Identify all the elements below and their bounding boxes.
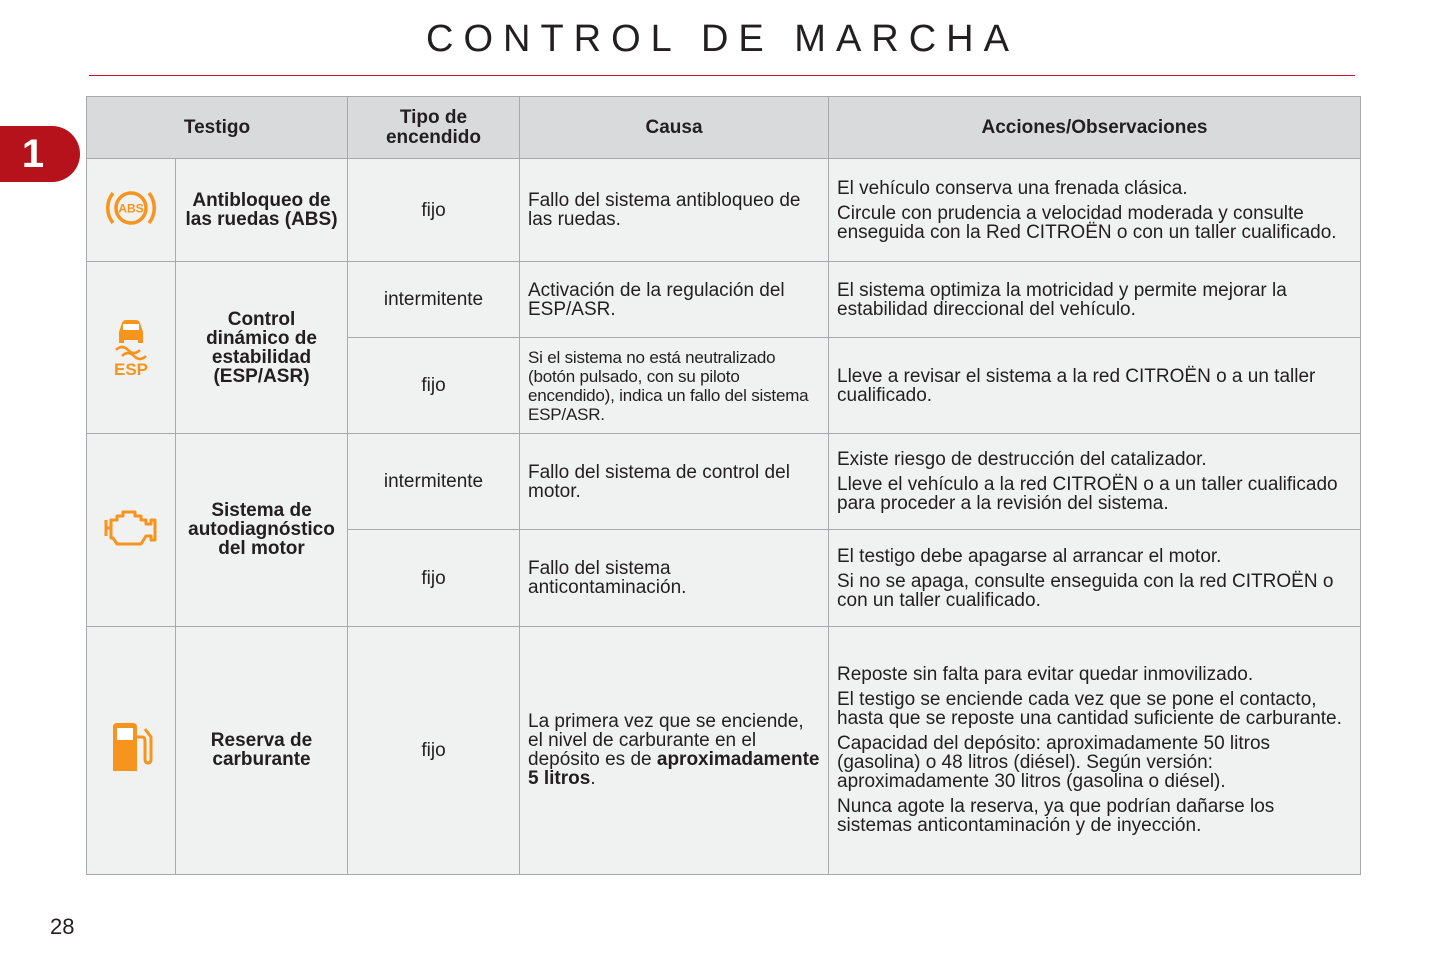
esp-action-1: El sistema optimiza la motricidad y permite mejorar la estabilidad direccional del vehículo. [829,262,1361,338]
fuel-type: fijo [348,626,520,874]
engine-icon-cell [87,434,176,626]
esp-type-2: fijo [348,338,520,434]
esp-icon-cell [87,262,176,434]
page-title: CONTROL DE MARCHA [426,18,1019,60]
fuel-action-4: Nunca agote la reserva, ya que podrían dañarse los sistemas anticontaminación y de inyección. [837,796,1275,837]
engine-actions-2 [829,530,1361,626]
table-header-row [87,97,1361,159]
engine-type-2: fijo [348,530,520,626]
chapter-number: 1 [21,132,45,176]
abs-action-2: Circule con prudencia a velocidad moderada y consulte enseguida con la Red CITROËN o con un taller cualificado. [837,202,1337,243]
engine-action-2b: Si no se apaga, consulte enseguida con la red CITROËN o con un taller cualificado. [837,570,1334,611]
fuel-icon-cell [87,626,176,874]
engine-action-1b: Lleve el vehículo a la red CITROËN o a un taller cualificado para proceder a la revisión del sistema. [837,474,1338,515]
engine-type-1: intermitente [348,434,520,530]
title-divider [89,75,1355,76]
warning-lights-table [86,96,1361,875]
abs-icon-cell [87,159,176,262]
fuel-action-3: Capacidad del depósito: aproximadamente 50 litros (gasolina) o 48 litros (diésel). Según versión: aproximadamente 30 litros (gasolina o diésel). [837,733,1271,793]
esp-cause-2: Si el sistema no está neutralizado (botón pulsado, con su piloto encendido), indica un fallo del sistema ESP/ASR. [520,338,829,434]
esp-type-1: intermitente [348,262,520,338]
header-testigo: Testigo [87,97,348,159]
abs-name: Antibloqueo de las ruedas (ABS) [176,159,348,262]
esp-cause-1: Activación de la regulación del ESP/ASR. [520,262,829,338]
fuel-action-2: El testigo se enciende cada vez que se pone el contacto, hasta que se reposte una cantidad suficiente de carburante. [837,689,1342,730]
abs-actions [829,159,1361,262]
fuel-action-1: Reposte sin falta para evitar quedar inmovilizado. [837,664,1254,686]
fuel-cause-bold: aproximadamente 5 litros [528,749,820,790]
header-causa: Causa [520,97,829,159]
engine-cause-1: Fallo del sistema de control del motor. [520,434,829,530]
abs-type: fijo [348,159,520,262]
esp-warning-icon [108,314,154,378]
engine-warning-icon [101,506,161,550]
table-row [87,262,1361,338]
engine-cause-2: Fallo del sistema anticontaminación. [520,530,829,626]
engine-name: Sistema de autodiagnóstico del motor [176,434,348,626]
fuel-cause-text: La primera vez que se enciende, el nivel de carburante en el depósito es de [528,711,804,771]
fuel-name: Reserva de carburante [176,626,348,874]
header-acciones: Acciones/Observaciones [829,97,1361,159]
engine-actions-1 [829,434,1361,530]
fuel-cause [520,626,829,874]
chapter-tab [0,126,80,182]
abs-warning-icon [101,185,161,231]
table-row [87,626,1361,874]
page-number: 28 [50,914,75,939]
abs-action-1: El vehículo conserva una frenada clásica. [837,177,1188,199]
fuel-cause-end: . [590,768,596,790]
abs-icon-label: ABS [118,201,144,216]
header-tipo: Tipo de encendido [348,97,520,159]
abs-cause: Fallo del sistema antibloqueo de las ruedas. [520,159,829,262]
table-row [87,159,1361,262]
fuel-warning-icon [108,721,154,775]
fuel-actions [829,626,1361,874]
table-row [87,434,1361,530]
engine-action-1a: Existe riesgo de destrucción del catalizador. [837,449,1207,471]
engine-action-2a: El testigo debe apagarse al arrancar el motor. [837,545,1222,567]
esp-action-2: Lleve a revisar el sistema a la red CITROËN o a un taller cualificado. [829,338,1361,434]
esp-name: Control dinámico de estabilidad (ESP/ASR) [176,262,348,434]
esp-icon-label: ESP [113,359,149,378]
